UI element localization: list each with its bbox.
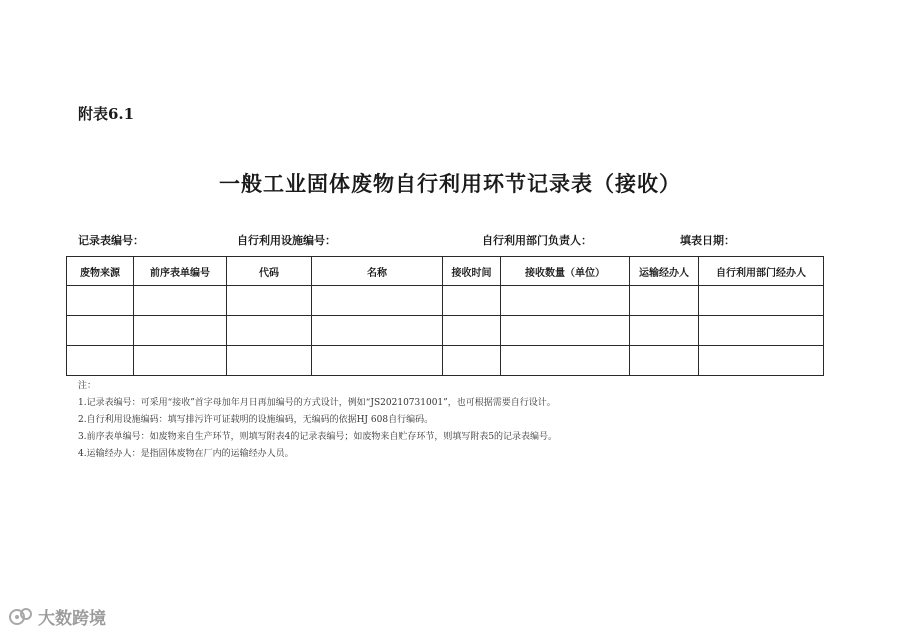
table-cell xyxy=(134,346,227,376)
document-title: 一般工业固体废物自行利用环节记录表（接收） xyxy=(219,171,681,196)
table-cell xyxy=(630,316,699,346)
table-cell xyxy=(699,346,824,376)
header-previous-form-number: 前序表单编号 xyxy=(134,257,227,286)
header-name: 名称 xyxy=(312,257,443,286)
note-item: 3.前序表单编号：如废物来自生产环节，则填写附表4的记录表编号；如废物来自贮存环节，则填写附表5的记录表编号。 xyxy=(78,432,558,442)
table-cell xyxy=(630,346,699,376)
table-cell xyxy=(134,316,227,346)
header-waste-source: 废物来源 xyxy=(67,257,134,286)
header-receive-quantity: 接收数量（单位） xyxy=(501,257,630,286)
header-code: 代码 xyxy=(227,257,312,286)
table-cell xyxy=(443,346,501,376)
appendix-label: 附表6.1 xyxy=(78,105,135,123)
table-cell xyxy=(67,286,134,316)
table-cell xyxy=(312,286,443,316)
table-cell xyxy=(312,346,443,376)
table-cell xyxy=(501,316,630,346)
watermark xyxy=(8,604,106,629)
table-cell xyxy=(699,286,824,316)
note-item: 1.记录表编号：可采用“接收”首字母加年月日再加编号的方式设计，例如“JS20210731001”，也可根据需要自行设计。 xyxy=(78,398,556,408)
table-cell xyxy=(67,316,134,346)
table-cell xyxy=(443,286,501,316)
note-item: 2.自行利用设施编码：填写排污许可证载明的设施编码，无编码的依据HJ 608自行编码。 xyxy=(78,415,434,425)
table-cell xyxy=(501,286,630,316)
table-header-row xyxy=(67,257,824,286)
table-cell xyxy=(312,316,443,346)
notes-heading: 注： xyxy=(78,381,97,391)
notes-section xyxy=(78,378,557,463)
table-cell xyxy=(67,346,134,376)
watermark-text: 大数跨境 xyxy=(38,609,106,629)
table-cell xyxy=(134,286,227,316)
table-cell xyxy=(227,316,312,346)
table-cell xyxy=(699,316,824,346)
table-row xyxy=(67,316,824,346)
note-item: 4.运输经办人：是指固体废物在厂内的运输经办人员。 xyxy=(78,449,294,459)
table-cell xyxy=(227,286,312,316)
header-department-handler: 自行利用部门经办人 xyxy=(699,257,824,286)
department-head-label: 自行利用部门负责人： xyxy=(482,234,592,247)
record-number-label: 记录表编号： xyxy=(78,234,144,247)
table-cell xyxy=(501,346,630,376)
table-cell xyxy=(630,286,699,316)
header-transport-handler: 运输经办人 xyxy=(630,257,699,286)
record-table xyxy=(66,256,824,376)
brand-logo-icon xyxy=(8,607,34,627)
header-receive-time: 接收时间 xyxy=(443,257,501,286)
table-cell xyxy=(443,316,501,346)
table-row xyxy=(67,346,824,376)
table-row xyxy=(67,286,824,316)
facility-number-label: 自行利用设施编号： xyxy=(237,234,336,247)
fill-date-label: 填表日期： xyxy=(680,234,735,247)
table-cell xyxy=(227,346,312,376)
